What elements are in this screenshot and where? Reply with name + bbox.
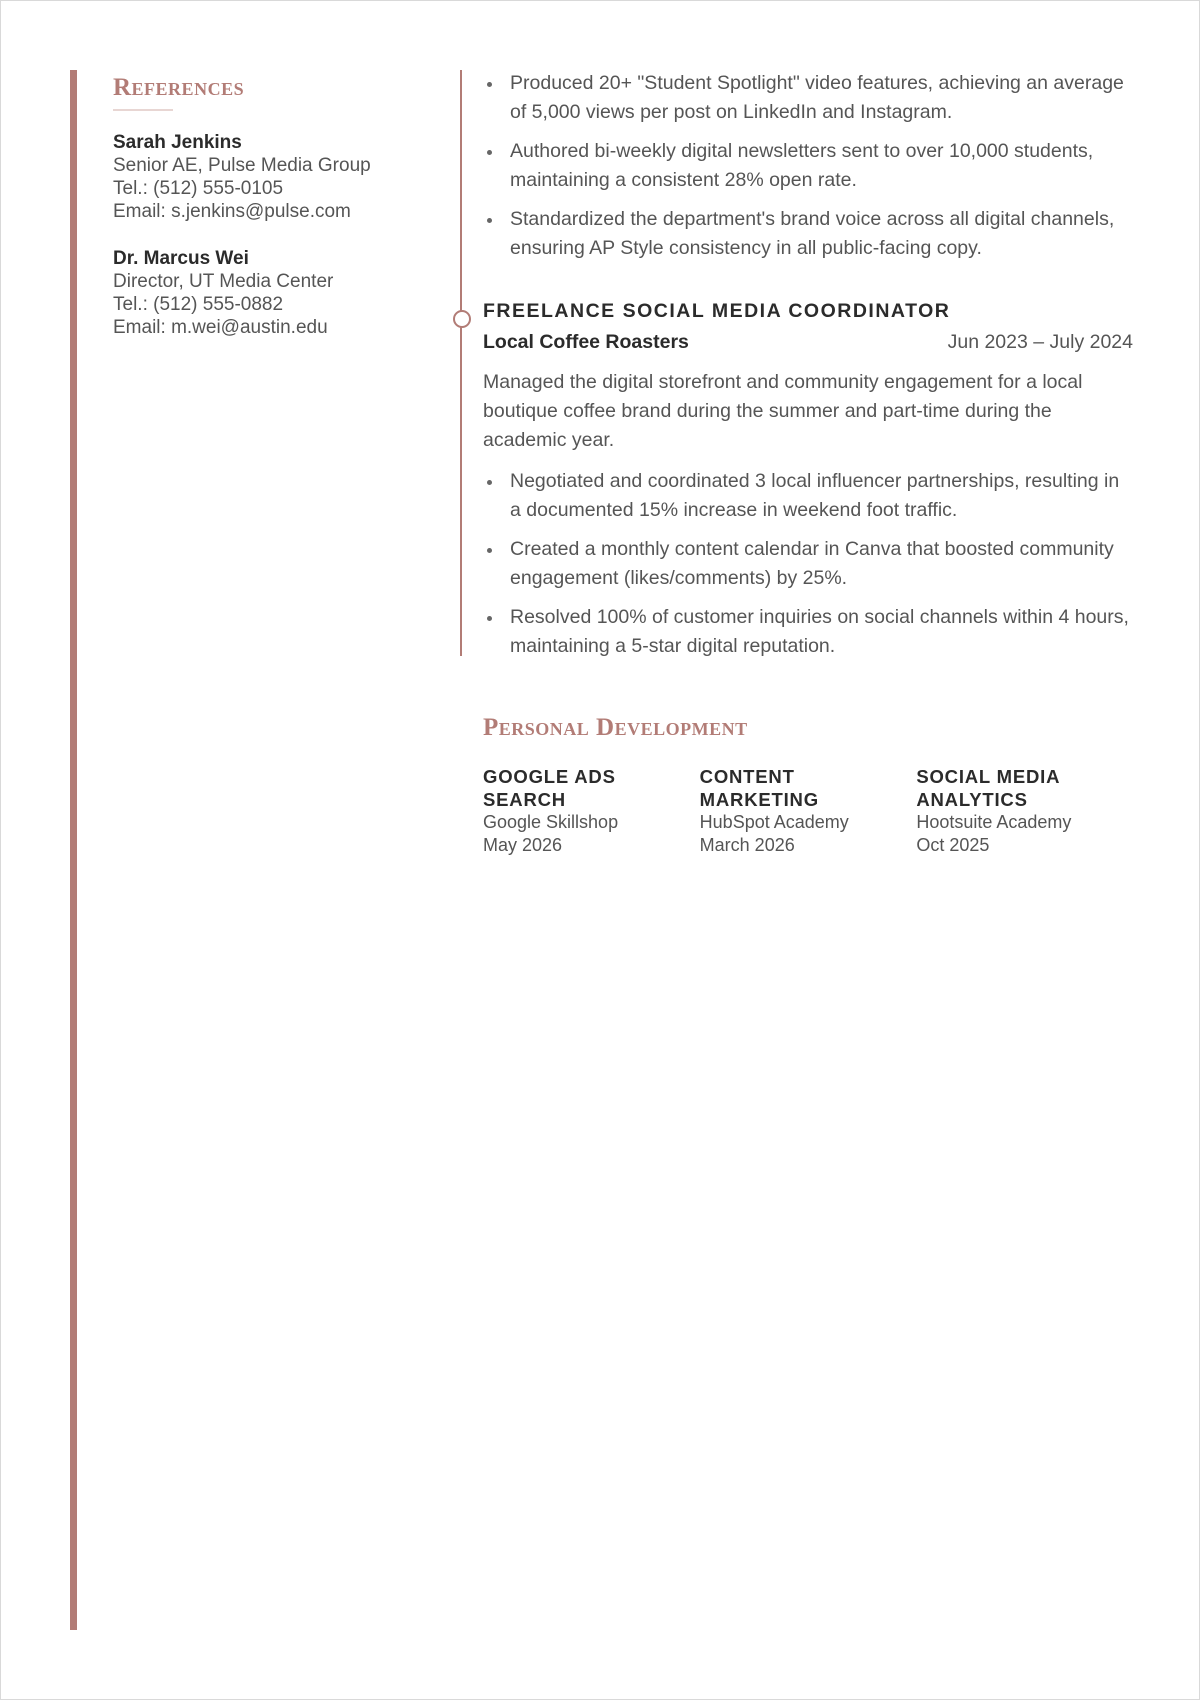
certification-item (483, 765, 700, 857)
experience-section (483, 69, 1133, 857)
bullet-item: Resolved 100% of customer inquiries on social channels within 4 hours, maintaining a 5-star digital reputation. (483, 603, 1133, 661)
cert-name: SOCIAL MEDIA ANALYTICS (916, 766, 1060, 810)
cert-date: May 2026 (483, 835, 563, 855)
timeline-line (460, 70, 462, 656)
job-dates: Jun 2023 – July 2024 (947, 331, 1133, 353)
certification-item (916, 765, 1133, 857)
cert-date: Oct 2025 (916, 835, 990, 855)
previous-job-bullets (483, 69, 1133, 263)
cert-name: CONTENT MARKETING (699, 766, 819, 810)
reference-name: Sarah Jenkins (113, 132, 242, 153)
company-name: Local Coffee Roasters (483, 331, 689, 353)
reference-email: Email: m.wei@austin.edu (113, 317, 328, 338)
accent-bar (70, 70, 77, 1630)
bullet-item: Produced 20+ "Student Spotlight" video features, achieving an average of 5,000 views per post on LinkedIn and Instagram. (483, 69, 1133, 127)
certifications-list (483, 765, 1133, 857)
cert-name: GOOGLE ADS SEARCH (483, 766, 616, 810)
job-bullets (483, 467, 1133, 661)
reference-phone: Tel.: (512) 555-0882 (113, 294, 284, 315)
bullet-item: Created a monthly content calendar in Canva that boosted community engagement (likes/comments) by 25%. (483, 535, 1133, 593)
cert-issuer: Google Skillshop (483, 812, 619, 832)
job-description: Managed the digital storefront and community engagement for a local boutique coffee brand during the summer and part-time during the academic year. (483, 371, 1083, 451)
timeline-dot-icon (453, 310, 471, 328)
certification-item (700, 765, 917, 857)
bullet-item: Authored bi-weekly digital newsletters sent to over 10,000 students, maintaining a consistent 28% open rate. (483, 137, 1133, 195)
reference-role: Senior AE, Pulse Media Group (113, 155, 371, 176)
personal-development-title: Personal Development (483, 714, 748, 741)
reference-email: Email: s.jenkins@pulse.com (113, 201, 351, 222)
cert-issuer: Hootsuite Academy (916, 812, 1072, 832)
reference-name: Dr. Marcus Wei (113, 248, 249, 269)
references-section (113, 73, 443, 339)
job-meta (483, 330, 1133, 354)
job-title: FREELANCE SOCIAL MEDIA COORDINATOR (483, 300, 951, 322)
cert-date: March 2026 (699, 835, 795, 855)
references-title-rule (113, 109, 173, 111)
references-title: References (113, 74, 245, 101)
bullet-item: Standardized the department's brand voice across all digital channels, ensuring AP Style consistency in all public-facing copy. (483, 205, 1133, 263)
reference-role: Director, UT Media Center (113, 271, 334, 292)
cert-issuer: HubSpot Academy (699, 812, 849, 832)
reference-entry (113, 247, 443, 339)
bullet-item: Negotiated and coordinated 3 local influencer partnerships, resulting in a documented 15% increase in weekend foot traffic. (483, 467, 1133, 525)
reference-entry (113, 131, 443, 223)
reference-phone: Tel.: (512) 555-0105 (113, 178, 284, 199)
